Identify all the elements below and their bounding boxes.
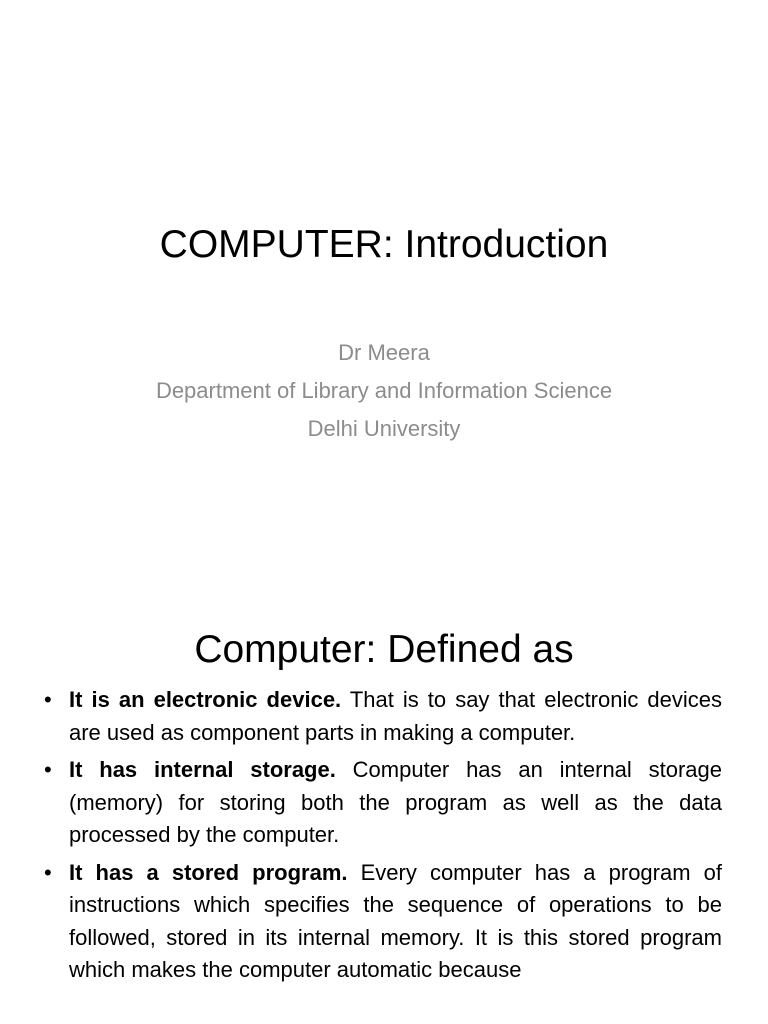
author-name: Dr Meera bbox=[338, 340, 430, 365]
bullet-text: Computer has an internal storage (memory) for storing both the program as well as the data processed by the computer. bbox=[69, 757, 722, 847]
author-university: Delhi University bbox=[307, 416, 461, 441]
bullet-list bbox=[42, 684, 722, 992]
bullet-dot-icon: • bbox=[44, 757, 52, 782]
bullet-item bbox=[42, 857, 722, 987]
bullet-text: Every computer has a program of instructions which specifies the sequence of operations to be followed, stored in its internal memory. It is this stored program which makes the computer automatic because bbox=[69, 859, 722, 982]
slide-heading: Computer: Defined as bbox=[194, 628, 574, 671]
bullet-text: That is to say that electronic devices are used as component parts in making a computer. bbox=[69, 687, 722, 745]
bullet-heading: It has a stored program. bbox=[69, 859, 348, 885]
slide-definition bbox=[0, 576, 768, 1024]
author-department: Department of Library and Information Science bbox=[155, 378, 613, 403]
bullet-dot-icon: • bbox=[44, 687, 52, 712]
bullet-heading: It has internal storage. bbox=[69, 757, 336, 782]
bullet-heading: It is an electronic device. bbox=[69, 687, 342, 712]
presentation-title: COMPUTER: Introduction bbox=[159, 223, 609, 266]
bullet-item bbox=[42, 754, 722, 852]
bullet-item bbox=[42, 684, 722, 749]
bullet-dot-icon: • bbox=[44, 859, 52, 885]
presentation-subtitle bbox=[0, 334, 768, 448]
